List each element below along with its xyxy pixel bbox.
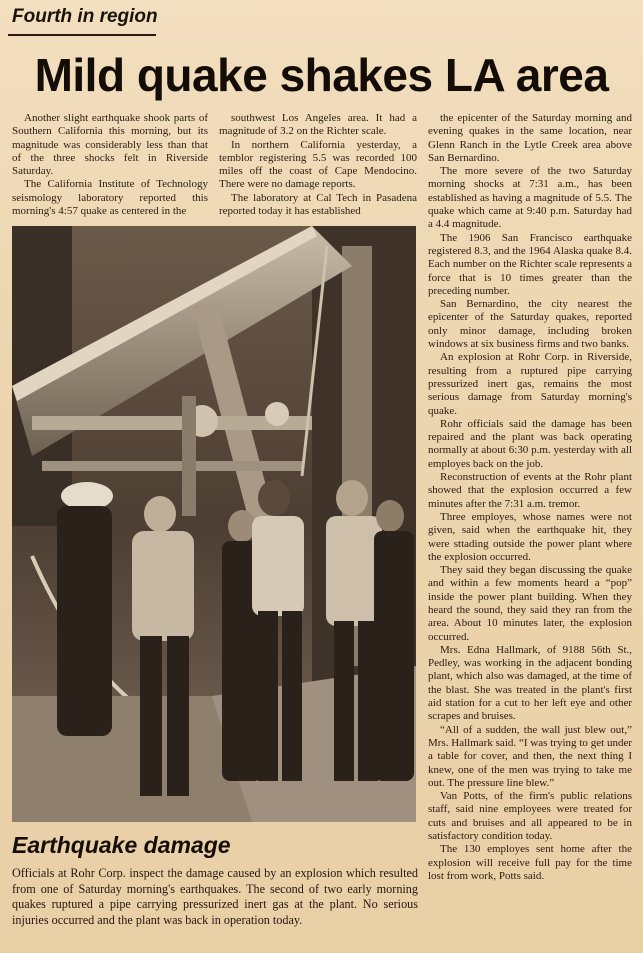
kicker-rule: [8, 34, 156, 36]
photo-illustration: [12, 226, 416, 822]
paragraph: The California Institute of Technology seismology laboratory reported this morning's 4:57 quake as centered in the: [12, 178, 208, 218]
paragraph: An explosion at Rohr Corp. in Riverside, resulting from a ruptured pipe carrying pressurized inert gas, remains the most serious damage from Saturday morning's quake.: [428, 351, 632, 417]
caption-text: Officials at Rohr Corp. inspect the damage caused by an explosion which resulted from one of Saturday morning's earthquakes. The second of two early morning quakes ruptured a pipe carrying pressurized inert gas at the plant. No serious injuries occurred and the plant was back in operation today.: [12, 866, 418, 927]
caption-title: Earthquake damage: [12, 832, 231, 858]
paragraph: Rohr officials said the damage has been repaired and the plant was back operating normally at about 6:30 p.m. yesterday with all employes back on the job.: [428, 417, 632, 470]
paragraph: The more severe of the two Saturday morning shocks at 7:31 a.m., has been established as having a magnitude of 5.5. The quake which came at 9:40 p.m. Saturday had a 4.4 magnitude.: [428, 165, 632, 231]
paragraph: In northern California yesterday, a temblor registering 5.5 was recorded 100 miles off the coast of Cape Mendocino. There were no damage reports.: [219, 138, 417, 191]
paragraph: Another slight earthquake shook parts of Southern California this morning, but its magnitude was considerably less than that of the three shocks felt in Riverside Saturday.: [12, 112, 208, 178]
paragraph: southwest Los Angeles area. It had a magnitude of 3.2 on the Richter scale.: [219, 112, 417, 138]
paragraph: the epicenter of the Saturday morning and evening quakes in the same location, near Glenn Ranch in the Lytle Creek area above San Bernardino.: [428, 112, 632, 164]
headline: Mild quake shakes LA area: [34, 49, 609, 101]
paragraph: Mrs. Edna Hallmark, of 9188 56th St., Pedley, was working in the adjacent bonding plant, which also was damaged, at the time of the blast. She was treated in the plant's first aid station for a cut to her left eye and other scrapes and bruises.: [428, 643, 632, 723]
paragraph: “All of a sudden, the wall just blew out,” Mrs. Hallmark said. “I was trying to get under a table for cover, and then, the next thing I knew, one of the men was trying to take me out. The pressure line blew.”: [428, 723, 632, 789]
paragraph: The 130 employes sent home after the explosion will receive full pay for the time lost from work, Potts said.: [428, 843, 632, 882]
paragraph: The 1906 San Francisco earthquake registered 8.3, and the 1964 Alaska quake 8.4. Each number on the Richter scale represents a force that is 10 times greater than the preceding number.: [428, 231, 632, 297]
paragraph: San Bernardino, the city nearest the epicenter of the Saturday quakes, reported only minor damage, including broken windows at six business firms and two banks.: [428, 298, 632, 351]
column-1: [12, 112, 208, 218]
column-3: [428, 112, 632, 883]
paragraph: The laboratory at Cal Tech in Pasadena reported today it has established: [219, 191, 417, 218]
paragraph: Reconstruction of events at the Rohr plant showed that the explosion occurred a few minutes after the 7:31 a.m. tremor.: [428, 471, 632, 510]
column-2: [219, 112, 417, 218]
news-photo: [12, 226, 416, 822]
paragraph: Three employes, whose names were not given, said when the earthquake hit, they were sttading outside the power plant where the explosion occurred.: [428, 510, 632, 563]
kicker: Fourth in region: [12, 6, 158, 27]
paragraph: They said they began discussing the quake and within a few moments heard a “pop” inside the power plant building. When they heard the sound, they said they ran from the area. About 10 minutes later, the explosion occurred.: [428, 564, 632, 643]
paragraph: Van Potts, of the firm's public relations staff, said nine employees were treated for cuts and bruises and all appeared to be in satisfactory condition today.: [428, 790, 632, 843]
